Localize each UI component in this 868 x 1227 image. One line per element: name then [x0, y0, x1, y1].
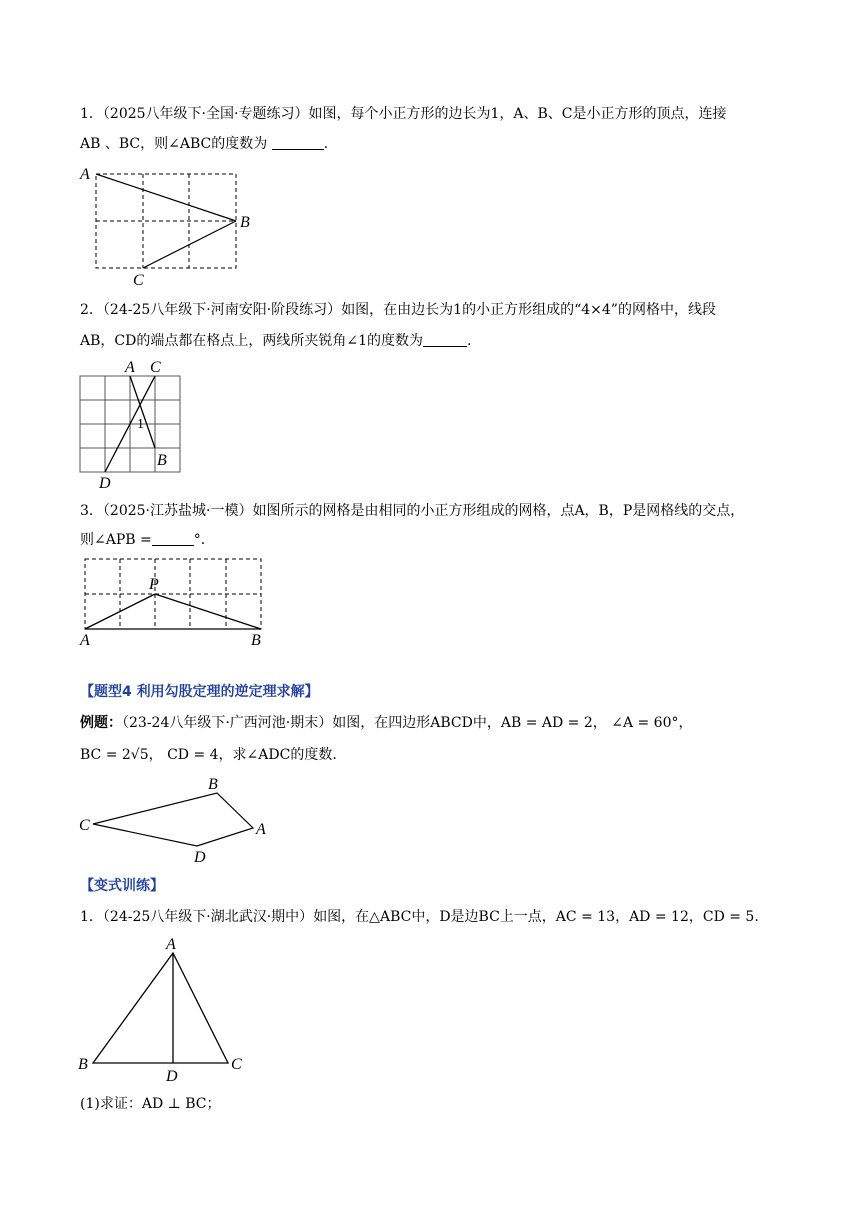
q3-text-2: 则∠APB =: [80, 532, 152, 548]
q1-source: （2025八年级下·全国·专题练习）: [102, 106, 309, 122]
q2-end: .: [466, 333, 472, 349]
variant-q1-number: 1．: [80, 909, 103, 925]
variant-triangle: [93, 953, 228, 1063]
example-label-c: C: [79, 817, 90, 834]
q1-label-a: A: [80, 166, 90, 183]
example-label-d: D: [194, 849, 206, 866]
variant-q1-source: （24-25八年级下·湖北武汉·期中）: [102, 909, 314, 925]
example-source: （23-24八年级下·广西河池·期末）: [122, 715, 333, 731]
q3-label-b: B: [251, 632, 261, 649]
example-text-1: 如图，在四边形ABCD中，AB = AD = 2， ∠A = 60°，: [332, 715, 693, 731]
variant-label-c: C: [231, 1056, 242, 1073]
q3-end: °.: [193, 532, 206, 548]
example-label-a: A: [256, 821, 266, 838]
q2-text-2: AB，CD的端点都在格点上，两线所夹锐角∠1的度数为: [80, 333, 423, 349]
variant-heading: 【变式训练】: [80, 878, 164, 894]
q2-label-c: C: [150, 359, 161, 376]
variant-q1-text-1: 如图，在△ABC中，D是边BC上一点，AC = 13，AD = 12，CD = 5.: [313, 909, 759, 925]
section-heading: 【题型4 利用勾股定理的逆定理求解】: [80, 684, 319, 700]
q2-text-1: 如图，在由边长为1的小正方形组成的“4×4”的网格中，线段: [341, 302, 716, 318]
q1-label-c: C: [133, 272, 144, 289]
variant-label-b: B: [78, 1056, 88, 1073]
q3-source: （2025·江苏盐城·一模）: [102, 503, 253, 519]
q3-text-1: 如图所示的网格是由相同的小正方形组成的网格，点A，B，P是网格线的交点，: [252, 503, 745, 519]
q3-label-p: P: [149, 576, 159, 593]
example-label-b: B: [208, 776, 218, 793]
q1-end: .: [323, 136, 329, 152]
q1-text-2: AB 、BC，则∠ABC的度数为: [80, 136, 268, 152]
example-label: 例题：: [80, 715, 122, 731]
q2-number: 2．: [80, 302, 103, 318]
q2-source: （24-25八年级下·河南安阳·阶段练习）: [102, 302, 342, 318]
q3-label-a: A: [80, 632, 90, 649]
q2-label-b: B: [157, 452, 167, 469]
variant-label-a: A: [166, 936, 176, 953]
example-text-2: BC = 2√5， CD = 4，求∠ADC的度数.: [80, 747, 337, 763]
q1-number: 1．: [80, 106, 103, 122]
q1-text-1: 如图，每个小正方形的边长为1，A、B、C是小正方形的顶点，连接: [308, 106, 727, 122]
q2-label-a: A: [125, 359, 135, 376]
q2-label-d: D: [99, 475, 111, 492]
variant-sub-question-1: (1)求证：AD ⊥ BC；: [80, 1096, 221, 1112]
q1-label-b: B: [240, 214, 250, 231]
q3-number: 3．: [80, 503, 103, 519]
variant-label-d: D: [166, 1068, 178, 1085]
q2-angle-label: 1: [137, 417, 144, 432]
